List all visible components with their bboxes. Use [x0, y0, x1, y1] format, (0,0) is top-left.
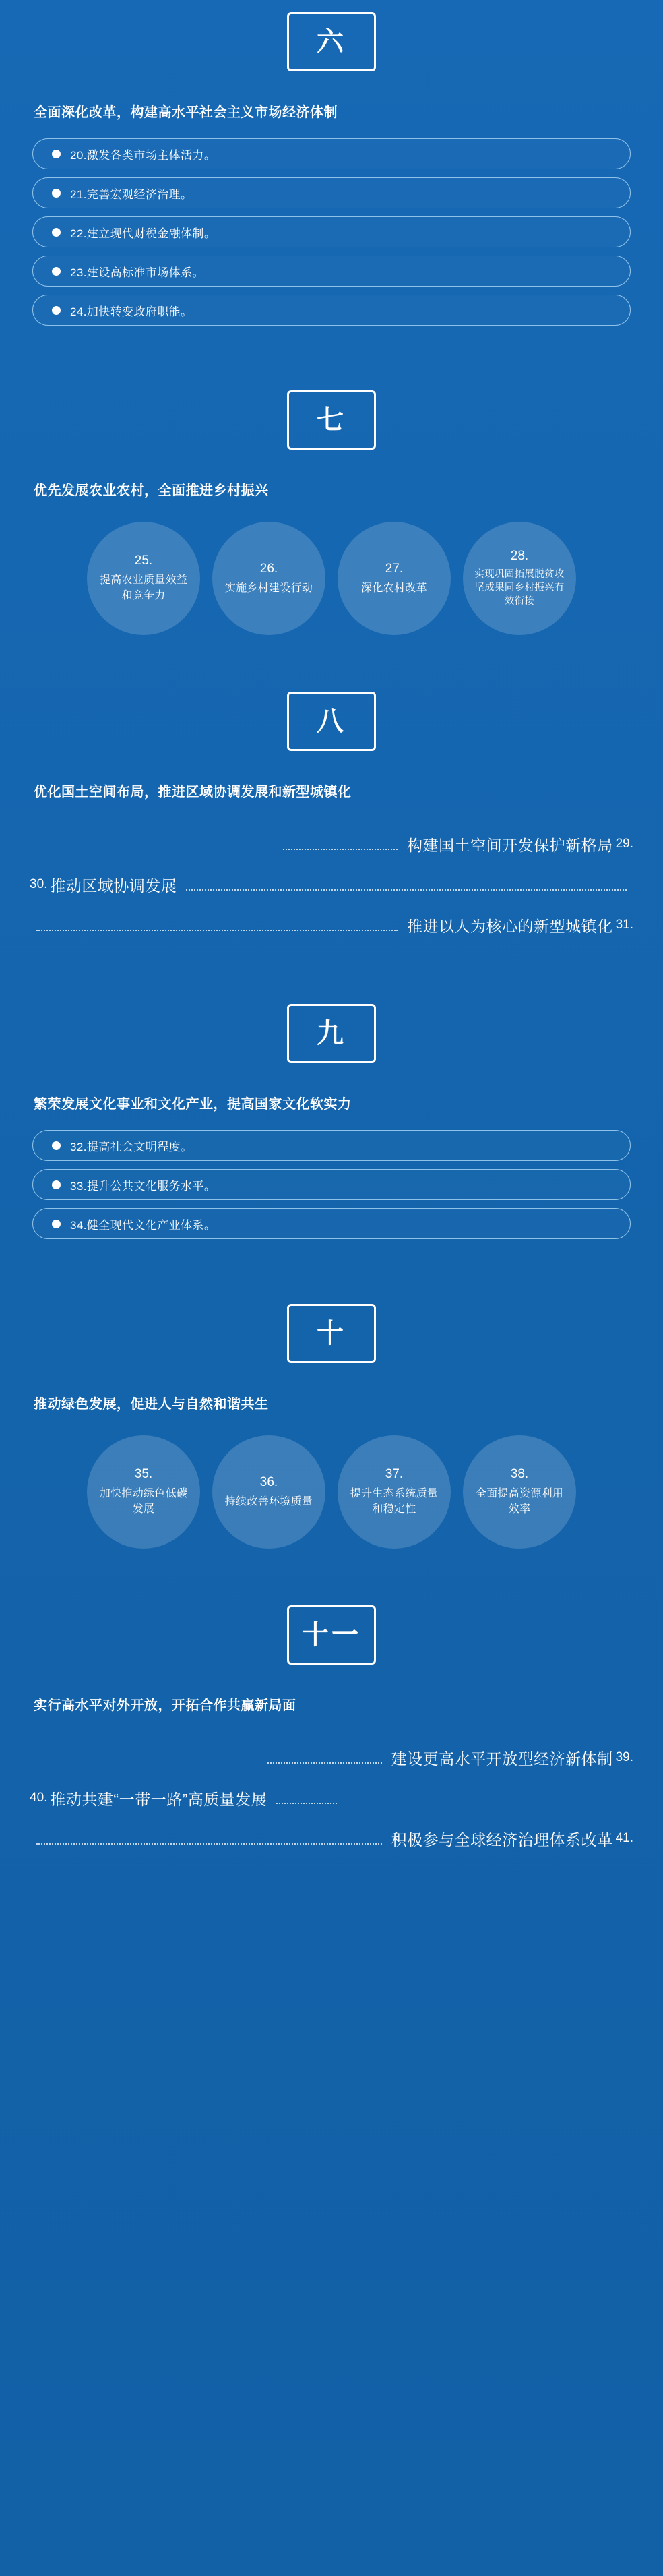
section-item-list — [0, 138, 663, 326]
section-number-text: 十一 — [302, 1620, 361, 1650]
list-item[interactable] — [32, 216, 631, 247]
list-item-number: 41. — [615, 1831, 633, 1845]
dotted-leader — [36, 1843, 382, 1845]
list-item-label: 深化农村改革 — [361, 582, 427, 594]
section-number-badge — [287, 390, 376, 450]
section-eleven — [0, 1605, 663, 1857]
section-number-badge — [287, 692, 376, 751]
list-item-number: 31. — [615, 918, 633, 932]
list-item-label: 23.建设高标准市场体系。 — [70, 266, 204, 279]
list-item-label: 24.加快转变政府职能。 — [70, 305, 193, 318]
section-number-text: 七 — [317, 405, 346, 435]
list-item[interactable] — [338, 1435, 451, 1549]
list-item-label: 持续改善环境质量 — [224, 1495, 313, 1507]
bullet-dot-icon — [52, 1141, 61, 1150]
section-nine — [0, 1004, 663, 1239]
list-item-label: 建设更高水平开放型经济新体制 — [391, 1749, 613, 1768]
list-item[interactable] — [27, 826, 636, 862]
list-item-number: 29. — [615, 837, 633, 851]
list-item-label: 构建国土空间开发保护新格局 — [407, 836, 613, 854]
list-item[interactable] — [212, 1435, 325, 1549]
section-title: 全面深化改革，构建高水平社会主义市场经济体制 — [34, 105, 338, 120]
list-item-number: 30. — [30, 877, 48, 891]
list-item-number: 39. — [615, 1750, 633, 1764]
list-item-number: 28. — [510, 549, 529, 564]
section-item-list — [0, 516, 663, 635]
bullet-dot-icon — [52, 306, 61, 315]
section-title: 繁荣发展文化事业和文化产业，提高国家文化软实力 — [34, 1097, 352, 1112]
list-item[interactable] — [27, 1739, 636, 1776]
list-item[interactable] — [463, 1435, 576, 1549]
bullet-dot-icon — [52, 1220, 61, 1228]
section-number-badge — [287, 12, 376, 71]
list-item-label: 22.建立现代财税金融体制。 — [70, 227, 216, 240]
list-item-label: 推动共建“一带一路”高质量发展 — [50, 1790, 267, 1808]
list-item[interactable] — [27, 907, 636, 943]
section-title: 优先发展农业农村，全面推进乡村振兴 — [34, 483, 269, 498]
section-number-badge — [287, 1004, 376, 1063]
list-item[interactable] — [32, 1130, 631, 1161]
list-item-number: 40. — [30, 1791, 48, 1805]
list-item-label: 实现巩固拓展脱贫攻坚成果同乡村振兴有效衔接 — [474, 568, 565, 607]
section-number-badge — [287, 1605, 376, 1665]
list-item[interactable] — [212, 522, 325, 635]
section-eight — [0, 692, 663, 943]
section-item-list — [0, 1430, 663, 1549]
list-item-label: 21.完善宏观经济治理。 — [70, 187, 193, 201]
list-item[interactable] — [87, 522, 200, 635]
section-six — [0, 12, 663, 326]
section-number-text: 九 — [317, 1019, 346, 1048]
list-item[interactable] — [32, 138, 631, 169]
bullet-dot-icon — [52, 150, 61, 158]
list-item-label: 加快推动绿色低碳发展 — [99, 1488, 188, 1516]
section-item-list — [0, 1130, 663, 1239]
list-item-label: 33.提升公共文化服务水平。 — [70, 1179, 216, 1193]
list-item[interactable] — [32, 256, 631, 287]
list-item[interactable] — [27, 1820, 636, 1857]
list-item[interactable] — [338, 522, 451, 635]
list-item-number: 36. — [259, 1475, 278, 1490]
list-item[interactable] — [32, 177, 631, 208]
dotted-leader — [36, 930, 398, 931]
section-number-text: 八 — [317, 707, 346, 736]
list-item-number: 27. — [385, 562, 404, 576]
list-item[interactable] — [32, 295, 631, 326]
list-item-label: 全面提高资源利用效率 — [475, 1488, 564, 1516]
list-item-label: 推进以人为核心的新型城镇化 — [407, 917, 613, 935]
list-item[interactable] — [32, 1169, 631, 1200]
list-item[interactable] — [27, 1780, 636, 1816]
section-number-text: 六 — [317, 27, 346, 57]
list-item-label: 推动区域协调发展 — [50, 876, 177, 895]
list-item-label: 34.健全现代文化产业体系。 — [70, 1218, 216, 1232]
list-item-label: 积极参与全球经济治理体系改革 — [391, 1830, 613, 1849]
list-item-label: 20.激发各类市场主体活力。 — [70, 148, 216, 162]
dotted-leader — [283, 849, 398, 850]
list-item[interactable] — [27, 866, 636, 903]
list-item[interactable] — [87, 1435, 200, 1549]
list-item[interactable] — [32, 1208, 631, 1239]
bullet-dot-icon — [52, 267, 61, 276]
dotted-leader — [186, 889, 627, 891]
section-seven — [0, 390, 663, 635]
list-item-label: 提升生态系统质量和稳定性 — [350, 1488, 439, 1516]
section-number-text: 十 — [317, 1319, 346, 1348]
list-item-number: 26. — [259, 562, 278, 576]
section-number-badge — [287, 1304, 376, 1363]
bullet-dot-icon — [52, 189, 61, 198]
list-item-number: 35. — [134, 1467, 153, 1482]
bullet-dot-icon — [52, 1180, 61, 1189]
list-item-number: 37. — [385, 1467, 404, 1482]
list-item-label: 实施乡村建设行动 — [224, 582, 313, 594]
dotted-leader — [267, 1762, 382, 1764]
section-item-list — [0, 1731, 663, 1857]
section-title: 实行高水平对外开放，开拓合作共赢新局面 — [34, 1698, 296, 1713]
section-title: 推动绿色发展，促进人与自然和谐共生 — [34, 1397, 269, 1412]
list-item[interactable] — [463, 522, 576, 635]
section-item-list — [0, 818, 663, 943]
list-item-number: 25. — [134, 553, 153, 568]
bullet-dot-icon — [52, 228, 61, 237]
section-ten — [0, 1304, 663, 1549]
list-item-label: 提高农业质量效益和竞争力 — [99, 574, 188, 602]
list-item-label: 32.提高社会文明程度。 — [70, 1140, 193, 1154]
list-item-number: 38. — [510, 1467, 529, 1482]
dotted-leader — [276, 1803, 337, 1804]
section-title: 优化国土空间布局，推进区域协调发展和新型城镇化 — [34, 785, 352, 800]
